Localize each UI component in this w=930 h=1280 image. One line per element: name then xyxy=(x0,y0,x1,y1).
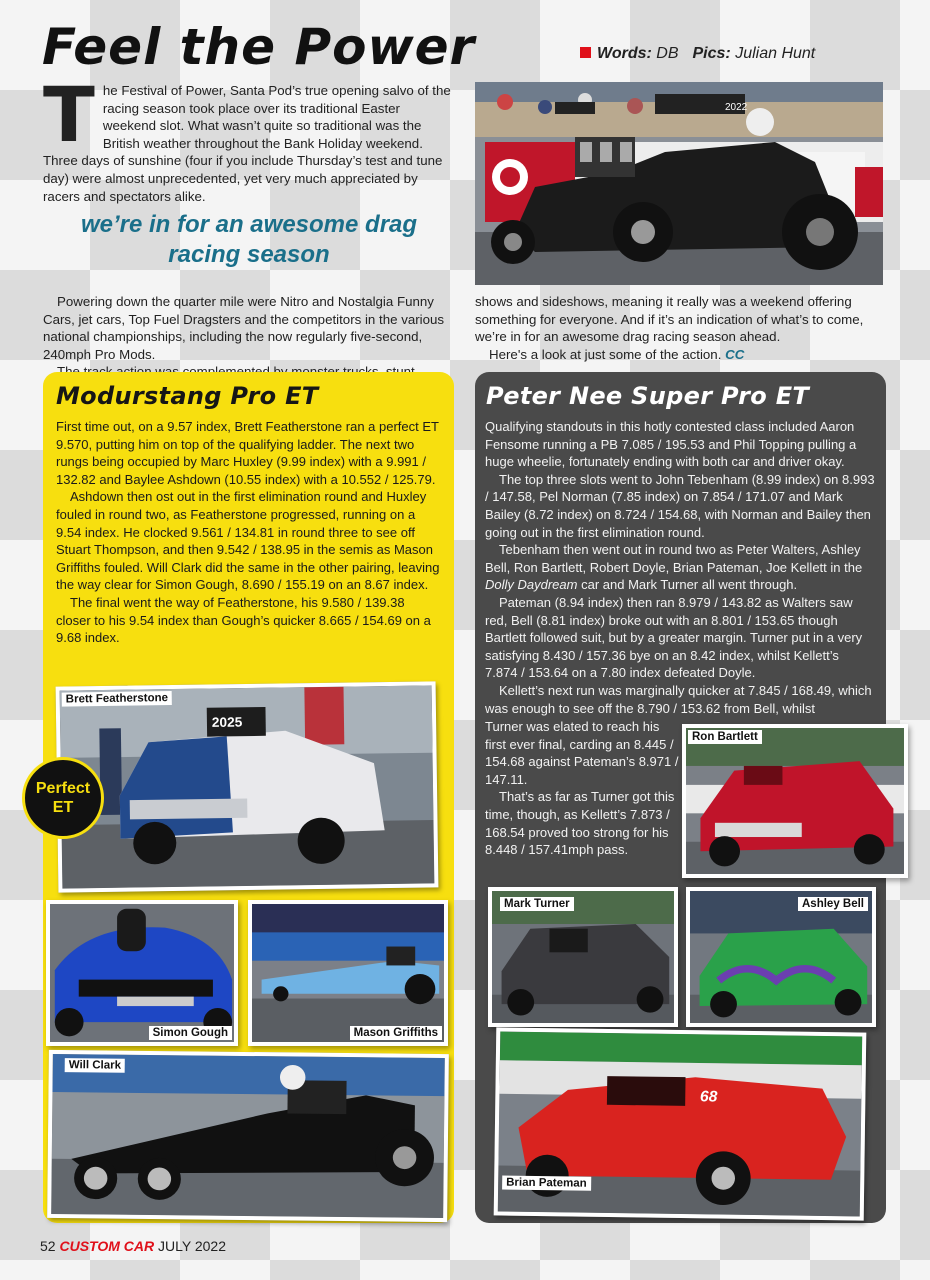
modurstang-paragraph: First time out, on a 9.57 index, Brett Featherstone ran a perfect ET 9.570, putting him on top of the qualifying ladder. The next two rungs being occupied by Marc Huxley (9.99 index) with a 9.991 / 132.82 and Baylee Ashdown (10.55 index) with a 10.552 / 125.79. xyxy=(56,419,439,487)
brett-car-number: 2025 xyxy=(211,714,243,730)
credits xyxy=(580,45,829,63)
peter-nee-text-narrow xyxy=(485,718,680,859)
peter-nee-paragraph xyxy=(485,541,875,594)
photo-graphic xyxy=(252,904,444,1042)
perfect-et-badge xyxy=(22,757,104,839)
photo-simon-gough xyxy=(46,900,238,1046)
photo-ron-bartlett xyxy=(682,724,908,878)
photo-graphic xyxy=(686,728,904,874)
caption-brett-featherstone: Brett Featherstone xyxy=(62,691,172,707)
peter-nee-paragraph: Turner was elated to reach his first ever final, carding an 8.445 / 154.68 against Pateman’s 8.971 / 147.11. xyxy=(485,719,679,787)
peter-nee-paragraph: Qualifying standouts in this hotly contested class included Aaron Fensome running a PB 7.085 / 195.53 and Phil Topping pulling a huge wheelie, fortunately ending with both car and driver okay. xyxy=(485,419,857,470)
pics-value: Julian Hunt xyxy=(735,45,816,62)
caption-ashley-bell: Ashley Bell xyxy=(798,897,868,911)
body-column-2 xyxy=(475,293,887,363)
caption-mason-griffiths: Mason Griffiths xyxy=(350,1026,442,1040)
modurstang-paragraph: Ashdown then ost out in the first elimination round and Huxley fouled in round two, as Featherstone progressed, running on a 9.54 index. He clocked 9.561 / 134.81 in round three to see off Stuart Thompson, and then 9.542 / 138.95 in the semis as Mason Griffiths fouled. Will Clark did the same in the other pairing, leaving the way clear for Simon Gough, 8.690 / 155.19 on an 8.67 index. xyxy=(56,489,440,593)
photo-graphic xyxy=(50,904,234,1042)
p3-text-before: Tebenham then went out in round two as Peter Walters, Ashley Bell, Ron Bartlett, Robert Doyle, Brian Pateman, Joe Kellett in the xyxy=(485,542,863,575)
caption-simon-gough: Simon Gough xyxy=(149,1026,232,1040)
pull-quote: we’re in for an awesome drag racing season xyxy=(80,211,418,268)
body-closing-text: Here's a look at just some of the action. xyxy=(489,346,722,362)
photo-brian-pateman xyxy=(494,1027,867,1220)
body-paragraph-final xyxy=(475,346,887,364)
modurstang-text xyxy=(56,418,442,647)
brian-car-number: 68 xyxy=(699,1088,718,1106)
sign-off: CC xyxy=(725,346,745,362)
peter-nee-title: Peter Nee Super Pro ET xyxy=(486,382,810,410)
photo-brett-featherstone xyxy=(56,681,439,892)
page-title: Feel the Power xyxy=(42,18,476,76)
photo-ashley-bell xyxy=(686,887,876,1027)
photo-mark-turner xyxy=(488,887,678,1027)
red-square-icon xyxy=(580,47,591,58)
peter-nee-paragraph: Pateman (8.94 index) then ran 8.979 / 143.82 as Walters saw red, Bell (8.81 index) broke out with an 8.801 / 153.65 though Bartlett followed suit, but by a greater margin. Turner put in a very satisfying 8.430 / 157.36 bye on an 8.42 index, whilst Kellett’s 7.874 / 153.64 on a 7.80 index defeated Doyle. xyxy=(485,594,863,681)
body-paragraph: Powering down the quarter mile were Nitro and Nostalgia Funny Cars, jet cars, Top Fuel Dragsters and the competitors in the various national championships, including the now regularly five-second, 240mph Pro Mods. xyxy=(43,294,445,362)
page-footer xyxy=(40,1238,226,1254)
drop-cap: T xyxy=(43,70,95,159)
modurstang-title: Modurstang Pro ET xyxy=(56,382,319,410)
magazine-name: CUSTOM CAR xyxy=(59,1238,155,1254)
caption-brian-pateman: Brian Pateman xyxy=(502,1176,591,1191)
peter-nee-paragraph: That’s as far as Turner got this time, though, as Kellett’s 7.873 / 168.54 proved too strong for his 8.448 / 157.41mph pass. xyxy=(485,789,675,858)
modurstang-paragraph: The final went the way of Featherstone, his 9.580 / 139.38 closer to his 9.54 index than Gough’s quicker 8.665 / 154.69 on a 9.68 index. xyxy=(56,594,431,646)
peter-nee-text xyxy=(485,418,875,717)
p3-text-after: car and Mark Turner all went through. xyxy=(577,577,798,593)
pics-label: Pics: xyxy=(692,45,731,62)
caption-ron-bartlett: Ron Bartlett xyxy=(688,730,762,744)
words-label: Words: xyxy=(597,45,652,62)
words-value: DB xyxy=(656,45,679,62)
badge-line-2: ET xyxy=(52,799,74,816)
intro-paragraph xyxy=(43,70,455,205)
photo-will-clark xyxy=(47,1050,449,1222)
dolly-daydream-name: Dolly Daydream xyxy=(485,577,578,593)
issue-date: JULY 2022 xyxy=(158,1238,226,1254)
hero-photo-altered xyxy=(475,82,883,285)
body-paragraph: shows and sideshows, meaning it really was a weekend offering something for everyone. And if it’s an indication of what’s to come, we’re in for an awesome drag racing season ahead. xyxy=(475,294,864,345)
photo-graphic xyxy=(51,1054,445,1218)
body-column-1 xyxy=(43,293,455,381)
caption-mark-turner: Mark Turner xyxy=(500,897,574,911)
photo-graphic xyxy=(60,685,435,888)
badge-line-1: Perfect xyxy=(35,780,91,797)
intro-text: he Festival of Power, Santa Pod’s true opening salvo of the racing season took place over its traditional Easter weekend slot. What wasn’t quite so traditional was the British weather throughout the Bank Holiday weekend. Three days of sunshine (four if you include Thursday’s test and tune day) were almost unprecedented, yet very much appreciated by racers and spectators alike. xyxy=(43,83,451,204)
caption-will-clark: Will Clark xyxy=(65,1058,125,1073)
photo-mason-griffiths xyxy=(248,900,448,1046)
page-number: 52 xyxy=(40,1238,56,1254)
peter-nee-paragraph: Kellett’s next run was marginally quicker at 7.845 / 168.49, which was enough to see off the 8.790 / 153.62 from Bell, whilst xyxy=(485,682,872,716)
hero-car-number: 2022 xyxy=(725,102,748,113)
peter-nee-paragraph: The top three slots went to John Tebenham (8.99 index) on 8.993 / 147.58, Pel Norman (7.85 index) on 7.854 / 171.07 and Mark Bailey (8.72 index) on 8.724 / 154.68, with Norman and Bailey then going out in the first elimination round. xyxy=(485,471,875,540)
hero-photo-graphic xyxy=(475,82,883,285)
